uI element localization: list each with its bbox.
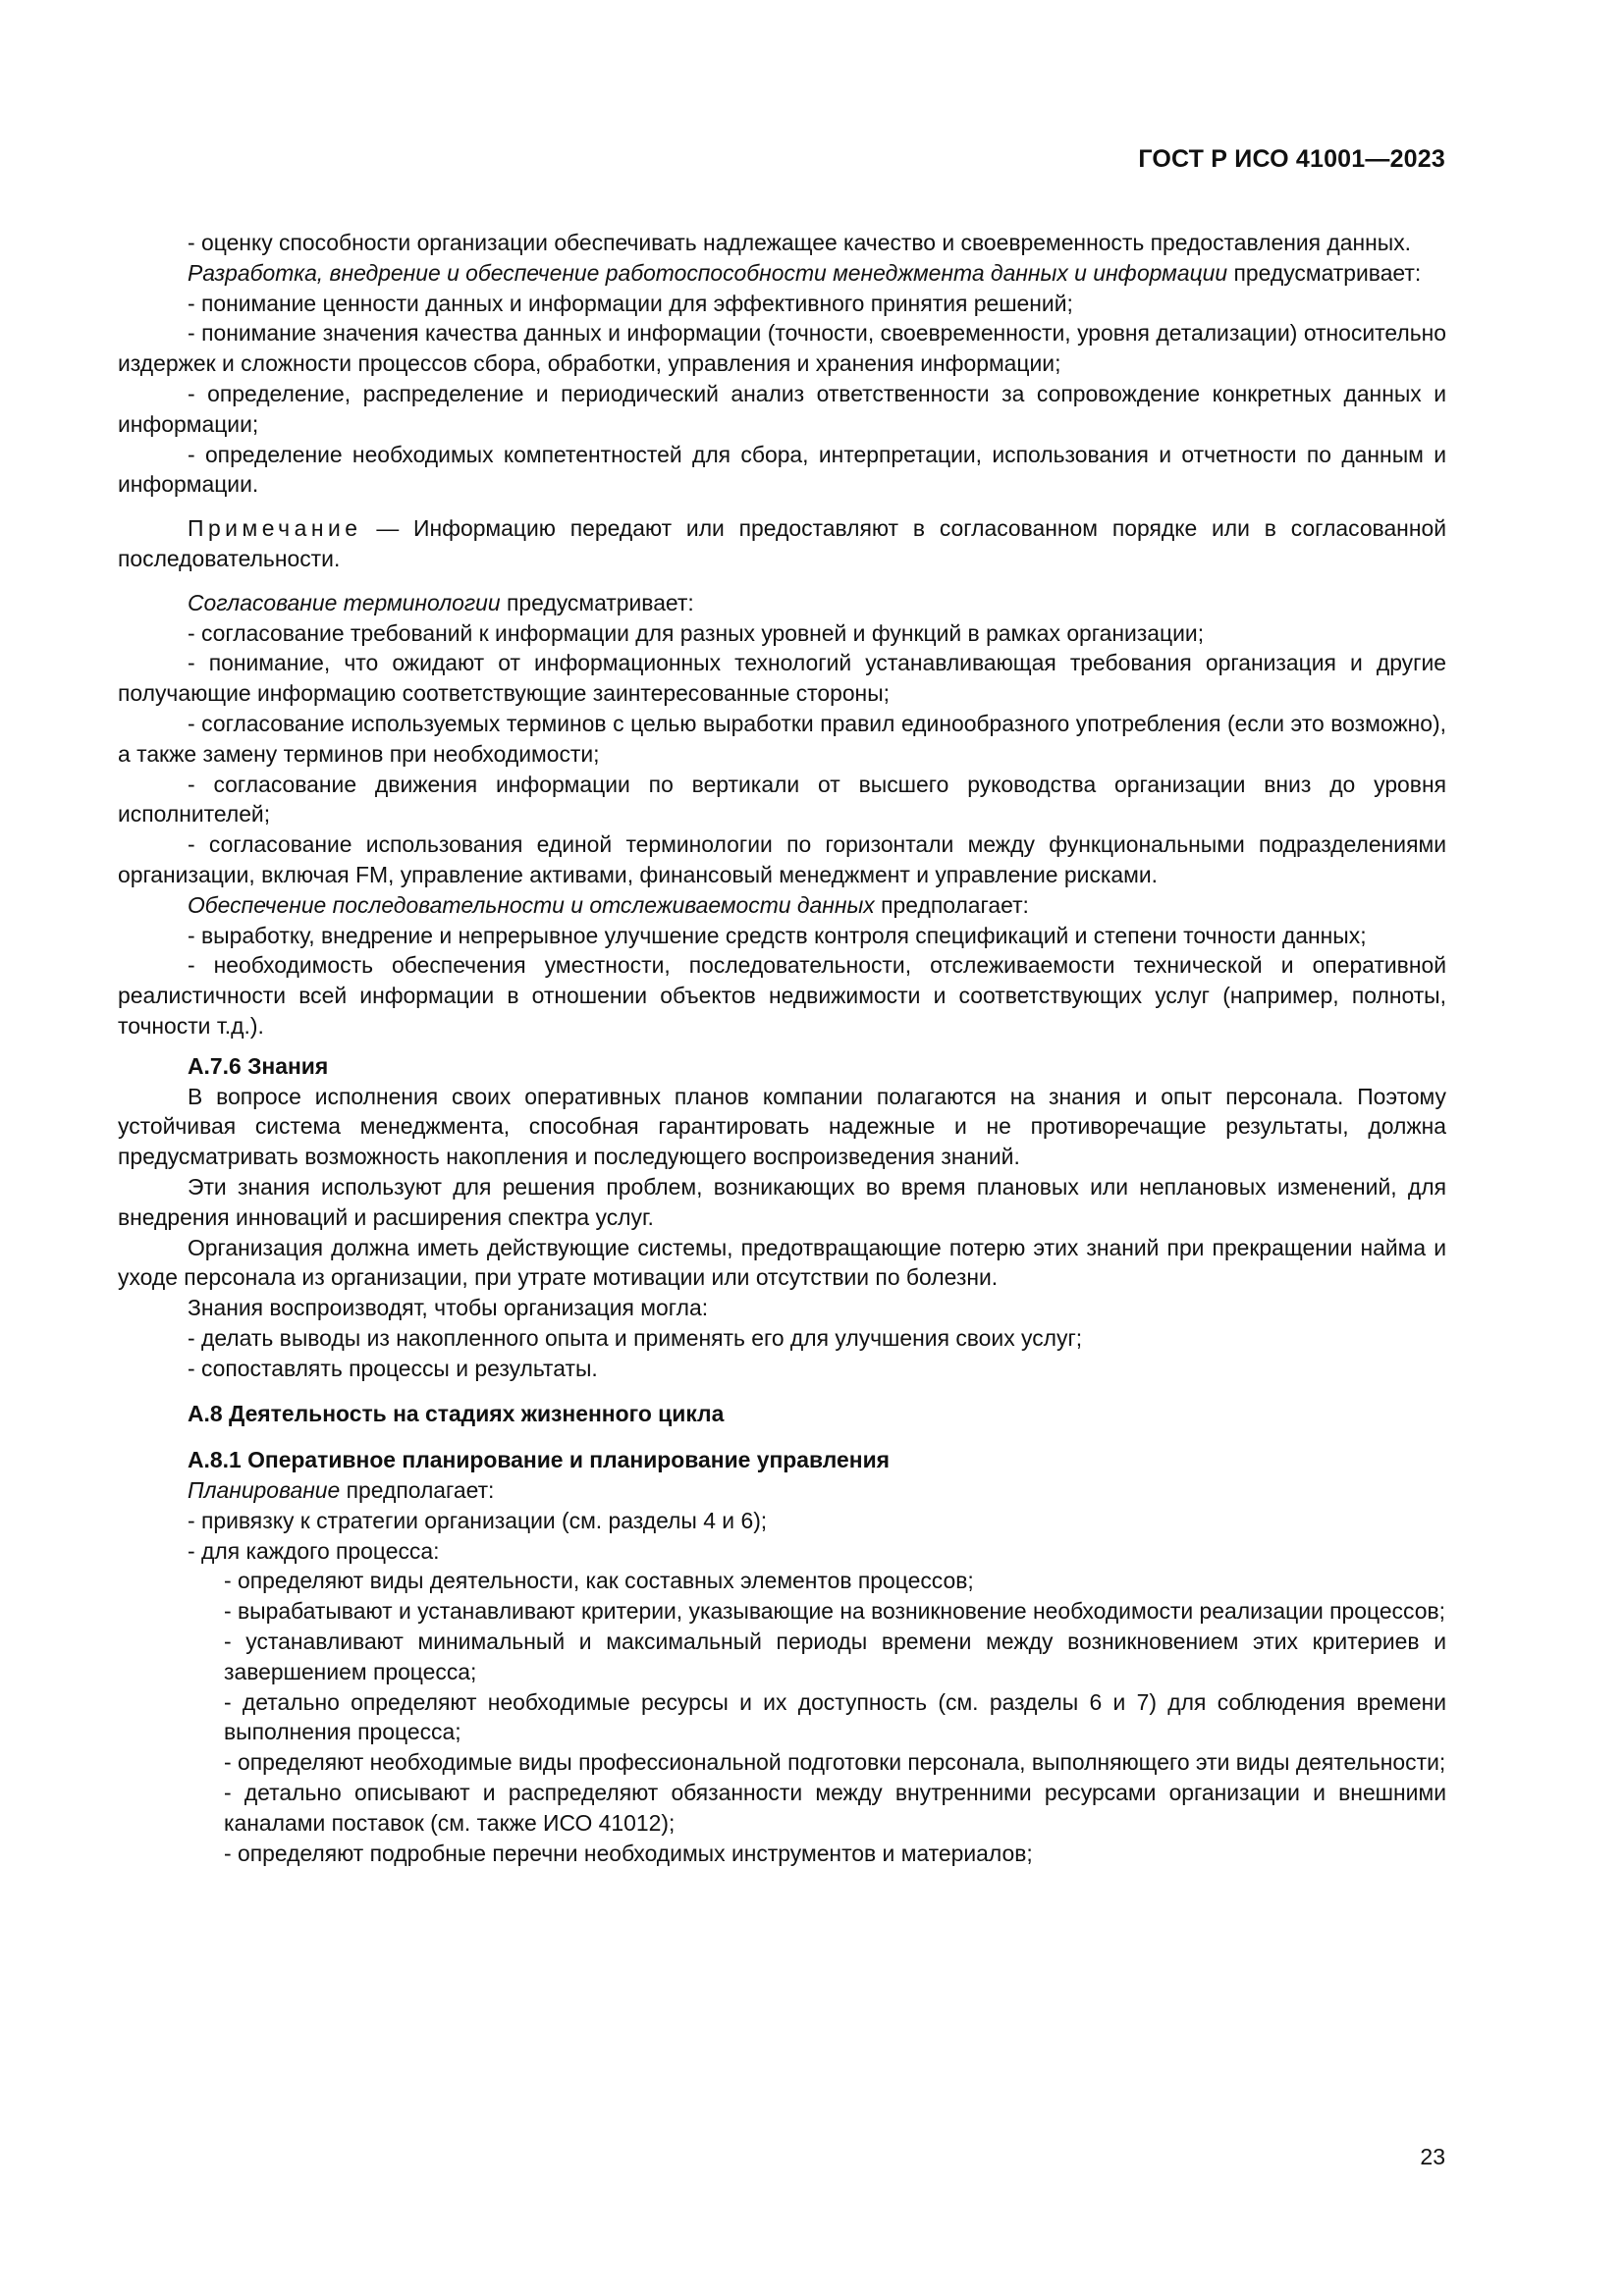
- italic-term: Планирование: [188, 1477, 341, 1504]
- list-item: - определение, распределение и периодический анализ ответственности за сопровождение конкретных данных и информации;: [118, 380, 1446, 437]
- sub-list-item: - определяют необходимые виды профессиональной подготовки персонала, выполняющего эти виды деятельности;: [224, 1749, 1446, 1776]
- document-body: [118, 228, 1446, 1868]
- paragraph: [118, 890, 1446, 921]
- sub-list-item: - вырабатывают и устанавливают критерии, указывающие на возникновение необходимости реализации процессов;: [224, 1598, 1445, 1625]
- paragraph: Организация должна иметь действующие системы, предотвращающие потерю этих знаний при прекращении найма и уходе персонала из организации, при утрате мотивации или отсутствии по болезни.: [118, 1234, 1446, 1291]
- list-item: - для каждого процесса:: [188, 1537, 440, 1564]
- sub-list-item: - определяют подробные перечни необходимых инструментов и материалов;: [224, 1840, 1033, 1866]
- paragraph: [118, 258, 1446, 289]
- note-label: Примечание: [188, 515, 362, 542]
- list-item: - согласование используемых терминов с целью выработки правил единообразного употребления (если это возможно), а также замену терминов при необходимости;: [118, 710, 1446, 767]
- list-item: - согласование использования единой терминологии по горизонтали между функциональными подразделениями организации, включая FM, управление активами, финансовый менеджмент и управление рисками.: [118, 831, 1446, 887]
- paragraph-text: предусматривает:: [1227, 259, 1422, 286]
- standard-header: ГОСТ Р ИСО 41001—2023: [1138, 145, 1445, 173]
- paragraph: В вопросе исполнения своих оперативных планов компании полагаются на знания и опыт персонала. Поэтому устойчивая система менеджмента, способная гарантировать надежные и не противоречащие результаты, должна предусматривать возможность накопления и последующего воспроизведения знаний.: [118, 1083, 1446, 1170]
- list-item: - делать выводы из накопленного опыта и применять его для улучшения своих услуг;: [188, 1324, 1083, 1351]
- paragraph: Знания воспроизводят, чтобы организация могла:: [188, 1295, 709, 1321]
- list-item: - понимание, что ожидают от информационных технологий устанавливающая требования организация и другие получающие информацию соответствующие заинтересованные стороны;: [118, 650, 1446, 707]
- note: [118, 513, 1446, 574]
- page-number: 23: [1420, 2144, 1445, 2169]
- section-heading-a76: А.7.6 Знания: [188, 1052, 329, 1079]
- italic-term: Разработка, внедрение и обеспечение работоспособности менеджмента данных и информации: [188, 259, 1228, 286]
- list-item: - сопоставлять процессы и результаты.: [188, 1355, 598, 1381]
- list-item: - понимание ценности данных и информации для эффективного принятия решений;: [188, 290, 1073, 316]
- list-item: - выработку, внедрение и непрерывное улучшение средств контроля спецификаций и степени точности данных;: [188, 922, 1367, 948]
- paragraph-text: предусматривает:: [500, 589, 694, 615]
- paragraph-text: предполагает:: [874, 891, 1029, 918]
- list-item: - согласование движения информации по вертикали от высшего руководства организации вниз до уровня исполнителей;: [118, 771, 1446, 828]
- paragraph: - оценку способности организации обеспечивать надлежащее качество и своевременность предоставления данных.: [188, 230, 1412, 255]
- paragraph: [118, 588, 1446, 618]
- note-text: — Информацию передают или предоставляют в согласованном порядке или в согласованной последовательности.: [118, 515, 1446, 571]
- section-heading-a8: А.8 Деятельность на стадиях жизненного цикла: [188, 1401, 725, 1427]
- list-item: - понимание значения качества данных и информации (точности, своевременности, уровня детализации) относительно издержек и сложности процессов сбора, обработки, управления и хранения информации;: [118, 320, 1446, 377]
- list-item: - привязку к стратегии организации (см. разделы 4 и 6);: [188, 1507, 768, 1533]
- section-heading-a81: А.8.1 Оперативное планирование и планирование управления: [188, 1447, 890, 1473]
- sub-list-item: - детально описывают и распределяют обязанности между внутренними ресурсами организации и внешними каналами поставок (см. также ИСО 41012);: [224, 1780, 1446, 1836]
- list-item: - согласование требований к информации для разных уровней и функций в рамках организации;: [188, 619, 1205, 646]
- italic-term: Обеспечение последовательности и отслеживаемости данных: [188, 891, 875, 918]
- sub-list-item: - устанавливают минимальный и максимальный периоды времени между возникновением этих критериев и завершением процесса;: [224, 1629, 1446, 1684]
- paragraph-text: предполагает:: [340, 1477, 495, 1504]
- paragraph: [118, 1475, 1446, 1506]
- list-item: - определение необходимых компетентностей для сбора, интерпретации, использования и отчетности по данным и информации.: [118, 441, 1446, 498]
- sub-list-item: - детально определяют необходимые ресурсы и их доступность (см. разделы 6 и 7) для соблюдения времени выполнения процесса;: [224, 1688, 1446, 1745]
- paragraph: Эти знания используют для решения проблем, возникающих во время плановых или неплановых изменений, для внедрения инноваций и расширения спектра услуг.: [118, 1173, 1446, 1230]
- list-item: - необходимость обеспечения уместности, последовательности, отслеживаемости технической и оперативной реалистичности всей информации в отношении объектов недвижимости и соответствующих услуг (например, полноты, точности т.д.).: [118, 952, 1446, 1039]
- italic-term: Согласование терминологии: [188, 589, 501, 615]
- sub-list-item: - определяют виды деятельности, как составных элементов процессов;: [224, 1568, 974, 1594]
